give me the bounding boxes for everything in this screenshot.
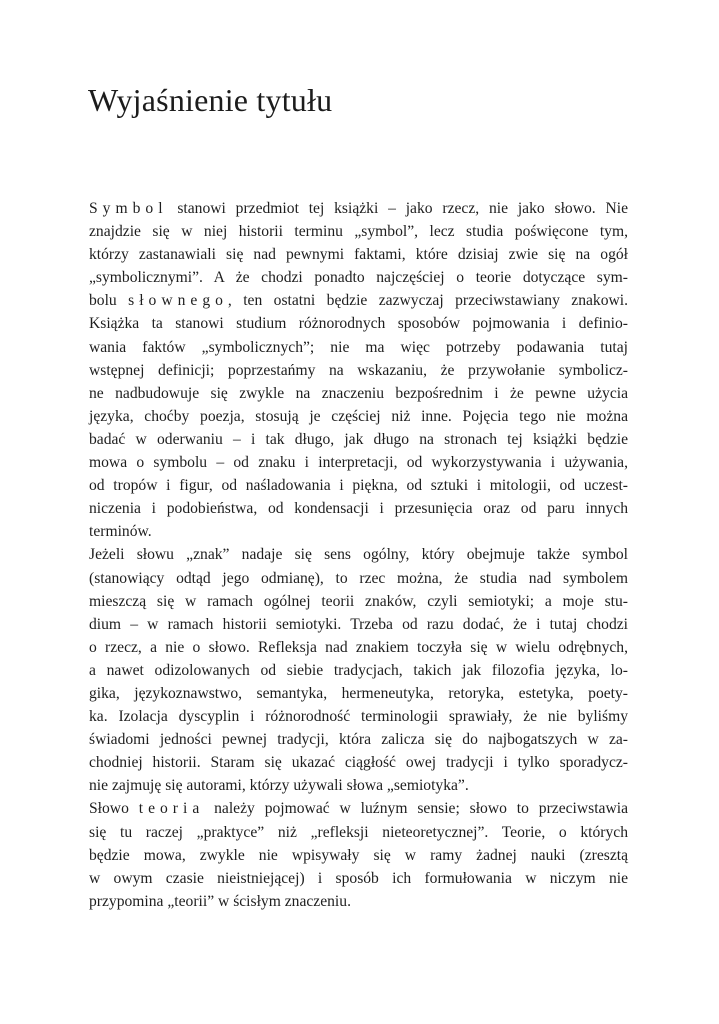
text-line: Jeżeli słowu „znak” nadaje się sens ogólny, który obejmuje także symbol [89, 546, 628, 564]
text-line: Książka ta stanowi studium różnorodnych sposobów pojmowania i definio- [89, 315, 628, 333]
text-line: ne nadbudowuje się zwykle na znaczeniu bezpośrednim i że pewne użycia [89, 384, 628, 402]
text-line: znajdzie się w niej historii terminu „symbol”, lecz studia poświęcone tym, [89, 223, 628, 241]
paragraph [89, 197, 628, 543]
text-line: niczenia i podobieństwa, od kondensacji i przesunięcia oraz od paru innych [89, 500, 628, 518]
spaced-emphasis: Symbol [89, 200, 168, 217]
text-line: świadomi jedności pewnej tradycji, która zalicza się do najbogatszych w za- [89, 731, 628, 749]
text-line [89, 797, 628, 820]
text-segment: Słowo [89, 800, 139, 818]
spaced-emphasis: słownego [128, 292, 228, 310]
text-line: się tu raczej „praktyce” niż „refleksji nieteoretycznej”. Teorie, o których [89, 823, 628, 841]
text-line: chodniej historii. Staram się ukazać ciągłość owej tradycji i tylko sporadycz- [89, 754, 628, 772]
text-line: wstępnej definicji; poprzestańmy na wskazaniu, że przywołanie symbolicz- [89, 361, 628, 379]
paragraph [89, 797, 628, 912]
text-line: o rzecz, a nie o słowo. Refleksja nad znakiem toczyła się w wielu odrębnych, [89, 638, 628, 656]
text-line [89, 289, 628, 312]
text-segment: stanowi przedmiot tej książki – jako rzecz, nie jako słowo. Nie [167, 200, 628, 217]
text-line: wania faktów „symbolicznych”; nie ma więc potrzeby podawania tutaj [89, 338, 628, 356]
text-line: mieszczą się w ramach ogólnej teorii znaków, czyli semiotyki; a moje stu- [89, 592, 628, 610]
text-line: (stanowiący odtąd jego odmianę), to rzec można, że studia nad symbolem [89, 569, 628, 587]
text-line: którzy zastanawiali się nad pewnymi faktami, które dzisiaj zwie się na ogół [89, 246, 628, 264]
paragraph [89, 543, 628, 797]
text-segment: bolu [89, 292, 129, 310]
text-line: badać w oderwaniu – i tak długo, jak długo na stronach tej książki będzie [89, 430, 628, 448]
page-title: Wyjaśnienie tytułu [88, 82, 333, 118]
text-segment: należy pojmować w luźnym sensie; słowo to przeciwstawia [204, 800, 628, 818]
text-line: terminów. [89, 523, 152, 541]
text-line: w owym czasie nieistniejącej) i sposób ich formułowania w niczym nie [89, 869, 628, 887]
text-line: przypomina „teorii” w ścisłym znaczeniu. [89, 892, 351, 910]
text-line [89, 197, 628, 220]
text-line: języka, choćby poezja, stosują je częściej niż inne. Pojęcia tego nie można [89, 407, 628, 425]
text-line: gika, językoznawstwo, semantyka, hermeneutyka, retoryka, estetyka, poety- [89, 684, 628, 702]
text-line: „symbolicznymi”. A że chodzi ponadto najczęściej o teorie dotyczące sym- [89, 269, 628, 287]
text-line: mowa o symbolu – od znaku i interpretacji, od wykorzystywania i używania, [89, 454, 628, 472]
text-segment: , ten ostatni będzie zazwyczaj przeciwstawiany znakowi. [227, 292, 628, 310]
text-line: będzie mowa, zwykle nie wpisywały się w ramy żadnej nauki (zresztą [89, 846, 628, 864]
text-line: od tropów i figur, od naśladowania i piękna, od sztuki i mitologii, od uczest- [89, 477, 628, 495]
text-line: dium – w ramach historii semiotyki. Trzeba od razu dodać, że i tutaj chodzi [89, 615, 628, 633]
text-line: a nawet odizolowanych od siebie tradycjach, takich jak filozofia języka, lo- [89, 661, 628, 679]
spaced-emphasis: teoria [138, 800, 205, 818]
body-text [89, 197, 628, 913]
text-line: nie zajmuję się autorami, którzy używali słowa „semiotyka”. [89, 777, 469, 795]
text-line: ka. Izolacja dyscyplin i różnorodność terminologii sprawiały, że nie byliśmy [89, 708, 628, 726]
